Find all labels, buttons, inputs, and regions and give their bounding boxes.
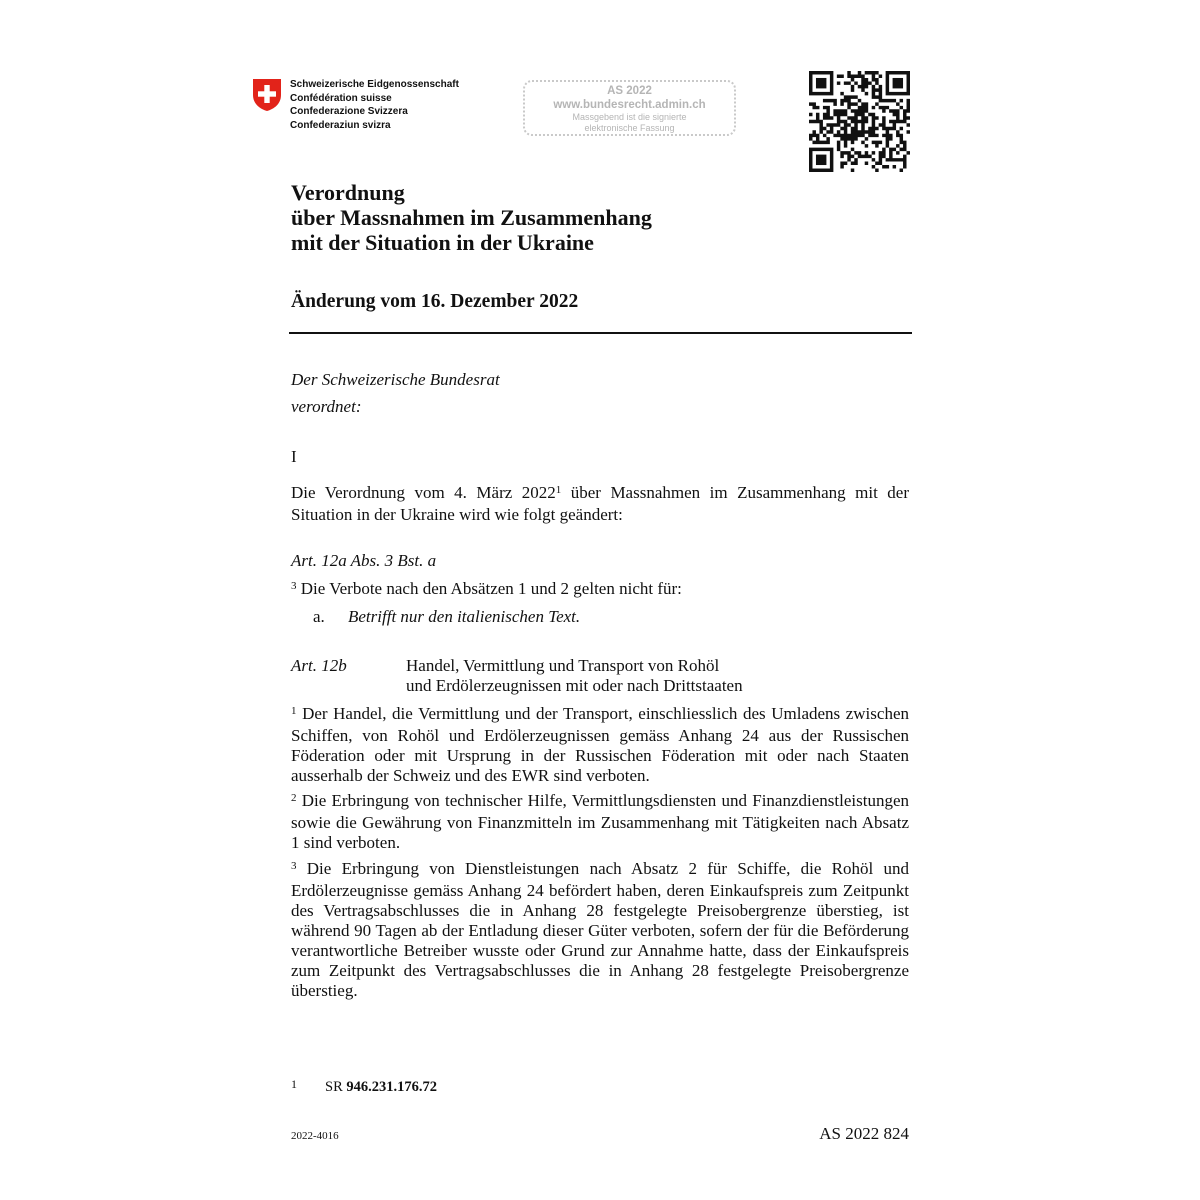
section-numeral: I [291,447,297,466]
stamp-note-line2: elektronische Fassung [584,123,675,133]
footnote-number: 1 [291,1077,297,1091]
title-line-2: über Massnahmen im Zusammenhang [291,205,652,230]
confederation-names [290,78,459,132]
art12b-paragraph-3 [291,859,909,1001]
swiss-coat-of-arms-icon [252,78,282,112]
art12b-paragraph-2-text: Die Erbringung von technischer Hilfe, Vermittlungsdiensten und Finanzdienstleistungen sowie die Gewährung von Finanzmitteln im Zusammenhang mit Tätigkeiten nach Absatz 1 sind verboten. [291,791,909,852]
art12b-paragraph-1 [291,704,909,786]
art12a-paragraph-text: Die Verbote nach den Absätzen 1 und 2 gelten nicht für: [296,579,682,598]
title-line-1: Verordnung [291,180,405,205]
amendment-date: Änderung vom 16. Dezember 2022 [291,291,579,312]
footnote-prefix: SR [325,1079,347,1095]
art12a-paragraph [291,579,682,601]
preamble [291,366,500,420]
footnote-sr-reference[interactable]: 946.231.176.72 [346,1079,437,1095]
confederation-name-fr: Confédération suisse [290,92,392,104]
art12a-item-text: Betrifft nur den italienischen Text. [348,607,581,626]
art12a-heading: Art. 12a Abs. 3 Bst. a [291,551,437,570]
footnote-ref[interactable]: 1 [555,484,562,496]
document-id: 2022-4016 [291,1130,339,1142]
qr-code-icon [809,71,910,172]
stamp-url[interactable]: www.bundesrecht.admin.ch [553,99,706,111]
title-divider [289,332,912,334]
paragraph-number: 3 [291,580,297,592]
official-compilation-reference: AS 2022 824 [819,1124,909,1143]
preamble-verb: verordnet: [291,397,362,416]
stamp-as-number: AS 2022 [607,85,652,97]
art12b-paragraph-1-text: Der Handel, die Vermittlung und der Transport, einschliesslich des Umladens zwischen Schiffen, von Rohöl und Erdölerzeugnissen gemäss Anhang 24 aus der Russischen Föderation oder mit Ursprung in der Russischen Föderation mit oder nach Staaten ausserhalb der Schweiz und des EWR sind verboten. [291,704,909,785]
title-line-3: mit der Situation in der Ukraine [291,230,594,255]
document-title [291,180,652,255]
art12a-item-letter: a. [313,607,325,626]
intro-paragraph [291,483,909,525]
confederation-name-de: Schweizerische Eidgenossenschaft [290,79,459,90]
paragraph-number: 3 [291,860,297,872]
art12b-paragraph-2 [291,791,909,853]
art12b-label: Art. 12b [291,656,347,675]
stamp-note-line1: Massgebend ist die signierte [572,112,687,122]
confederation-name-rm: Confederaziun svizra [290,119,391,131]
art12b-title-line-1: Handel, Vermittlung und Transport von Rohöl [406,656,720,675]
paragraph-number: 2 [291,792,297,804]
intro-text-start: Die Verordnung vom 4. März 2022 [291,483,556,502]
art12b-title [406,656,743,696]
intro-text-end: über Massnahmen im Zusammenhang mit der Situation in der Ukraine wird wie folgt geändert: [291,483,909,524]
paragraph-number: 1 [291,705,297,717]
footnote-text [325,1079,437,1096]
official-publication-stamp [523,80,736,136]
preamble-issuer: Der Schweizerische Bundesrat [291,370,500,389]
art12b-paragraph-3-text: Die Erbringung von Dienstleistungen nach Absatz 2 für Schiffe, die Rohöl und Erdölerzeugnisse gemäss Anhang 24 befördert haben, deren Einkaufspreis zum Zeitpunkt des Vertragsabschlusses die in Anhang 28 festgelegte Preisobergrenze überstieg, ist während 90 Tagen ab der Entladung dieser Güter verboten, sofern der für die Beförderung verantwortliche Betreiber wusste oder Grund zur Annahme hatte, dass der Einkaufspreis zum Zeitpunkt des Vertragsabschlusses die in Anhang 28 festgelegte Preisobergrenze überstieg. [291,859,909,1000]
art12b-title-line-2: und Erdölerzeugnissen mit oder nach Drittstaaten [406,676,743,695]
confederation-name-it: Confederazione Svizzera [290,106,408,117]
